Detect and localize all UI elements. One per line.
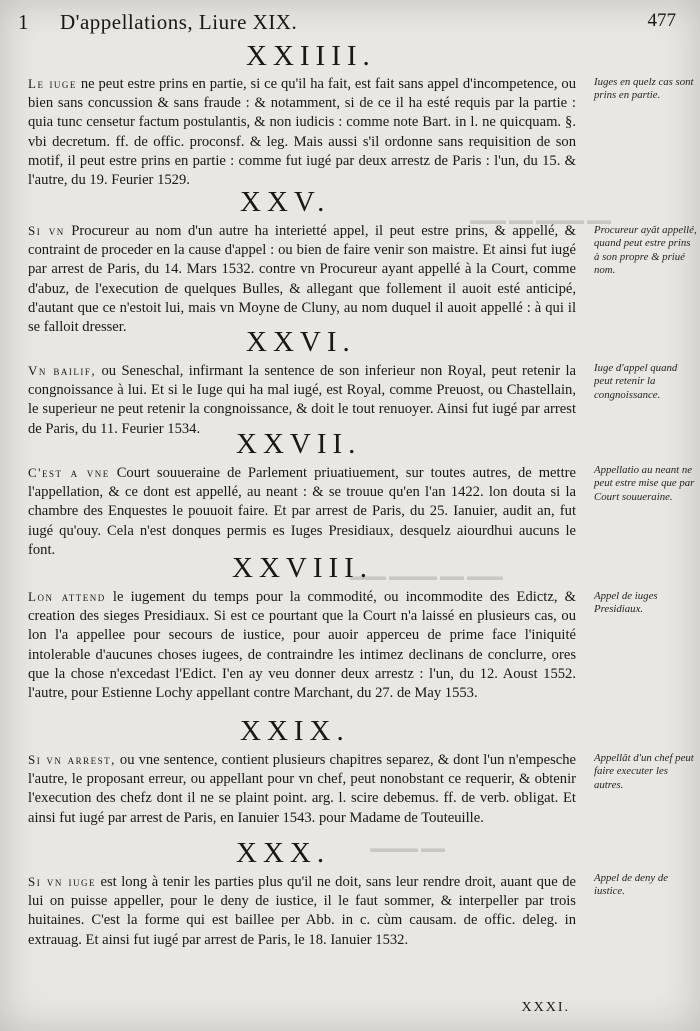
section-heading: XXX.: [236, 837, 331, 869]
section-paragraph: [28, 750, 576, 828]
paragraph-text: Court souueraine de Parlement priuatiuement, sur toutes autres, de mettre l'appellation, & ce dont est appellé, au neant : & se trouue qu'en l'an 1422. lon douta si la chambre des Enquestes le pouuoit faire. Et par arrest de Paris, du 25. Ianuier, audit an, fut iugé qu'ouy. Cela n'est donques permis es Iuges Presidiaux, desquelz aiourdhui aucuns le font.: [28, 465, 576, 558]
running-header: [18, 4, 676, 34]
paragraph-lead: Si vn arrest,: [28, 752, 116, 767]
section-paragraph: [28, 587, 576, 703]
section-paragraph: [28, 74, 576, 190]
paragraph-lead: Le iuge: [28, 76, 77, 91]
section-paragraph: [28, 872, 576, 950]
section-heading: XXV.: [240, 186, 331, 218]
catchword: XXXI.: [521, 1000, 570, 1015]
section-paragraph: [28, 463, 576, 560]
margin-note: Appellatio au neant ne peut estre mise que par Court souueraine.: [594, 464, 695, 503]
paragraph-text: ou Seneschal, infirmant la sentence de son inferieur non Royal, peut retenir la congnoissance à lui. Et si le Iuge qui ha mal iugé, est Royal, comme Preuost, ou Chastellain, le superieur ne peut retenir la congnoissance, & doit le tout renuoyer. Ainsi fut iugé par arrest de Paris, du 11. Feurier 1534.: [28, 363, 576, 437]
paragraph-text: est long à tenir les parties plus qu'il ne doit, sans leur rendre droit, auant que de lui on puisse appeller, pour le deny de iustice, il le faut sommer, & interpeller par trois huitaines. C'est la forme qui est baillee per Abb. in c. cùm causam. de offic. deleg. in extrauag. Et ainsi fut iugé par arrest de Paris, le 18. Ianuier 1532.: [28, 874, 576, 948]
section-paragraph: [28, 221, 576, 337]
paragraph-lead: C'est a vne: [28, 465, 110, 480]
running-title: D'appellations, Liure XIX.: [60, 10, 298, 34]
paragraph-text: ou vne sentence, contient plusieurs chapitres separez, & dont l'un n'empesche l'autre, le proposant erreur, ou appellant pour vn chef, peut nonobstant ce requerir, & obtenir l'execution des chefz dont il ne se plaint point. arg. l. scire debemus. ff. de verb. obligat. Et ainsi fut iugé par arrest de Paris, en Ianuier 1543. pour Madame de Touteuille.: [28, 752, 577, 826]
margin-note: Iuge d'appel quand peut retenir la congnoissance.: [594, 362, 678, 401]
section-heading: XXIIII.: [246, 40, 376, 72]
section-heading: XXVIII.: [232, 552, 374, 584]
bleed-through: ▬▬▬ ▬▬▬▬ ▬▬ ▬▬▬: [350, 569, 503, 583]
margin-note: Iuges en quelz cas sont prins en partie.: [594, 76, 694, 102]
signature-mark: 1: [18, 10, 29, 34]
margin-note: Procureur ayât appellé, quand peut estre prins à son propre & priué nom.: [594, 224, 697, 277]
bleed-through: ▬▬▬▬ ▬▬: [370, 841, 445, 855]
section-heading: XXVI.: [246, 326, 356, 358]
margin-note: Appellât d'un chef peut faire executer les autres.: [594, 752, 694, 791]
paragraph-lead: Si vn: [28, 223, 65, 238]
margin-note: Appel de deny de iustice.: [594, 872, 669, 898]
page-number: 477: [647, 10, 676, 31]
margin-note: Appel de iuges Presidiaux.: [594, 590, 658, 616]
paragraph-text: le iugement du temps pour la commodité, ou incommodite des Edictz, & creation des sieges Presidiaux. Si est ce pourtant que la Court n'a laissé en plusieurs cas, ou lon l'a appellee pour secours de iustice, pour auoir apperceu de prime face l'iniquité intolerable d'aucunes choses iugees, de contraindre les intimez declinans de conclurre, ores que la chose n'excedast l'Edict. I'en ay veu donner deux arrestz : l'un, du 12. Aoust 1552. l'autre, pour Estienne Lochy appellant contre Marchant, du 27. de May 1553.: [28, 589, 577, 702]
paragraph-lead: Lon attend: [28, 589, 106, 604]
paragraph-lead: Si vn iuge: [28, 874, 96, 889]
bleed-through: ▬▬▬ ▬▬ ▬▬▬▬ ▬▬: [470, 213, 611, 227]
paragraph-lead: Vn bailif,: [28, 363, 97, 378]
paragraph-text: Procureur au nom d'un autre ha interietté appel, il peut estre prins, & appellé, & contraint de proceder en la cause d'appel : ou bien de faire venir son maistre. Et ainsi fut iugé par arrest de Paris, du 14. Mars 1532. contre vn Procureur ayant appellé à la Court, comme d'abuz, de l'execution de quelques Bulles, & allegant que follement il auoit esté anticipé, d'autant que ce n'estoit lui, mais vn Moyne de Cluny, au nom duquel il auoit appellé : à qui il se falloit dresser.: [28, 223, 576, 336]
section-heading: XXVII.: [236, 428, 362, 460]
paragraph-text: ne peut estre prins en partie, si ce qu'il ha fait, est fait sans appel d'incompetence, ou bien sans concussion & sans fraude : & notamment, si de ce il ha esté requis par la partie : quia tunc censetur factum postulantis, & non iudicis : comme note Bart. in l. ne quicquam. §. vbi decretum. ff. de offic. proconsf. & leg. Mais aussi s'il ordonne sans requisition de son motif, il peut estre prins en partie : comme fut iugé par deux arrestz de Paris : l'un, du 15. & l'autre, du 19. Feurier 1529.: [28, 76, 576, 189]
section-heading: XXIX.: [240, 715, 350, 747]
